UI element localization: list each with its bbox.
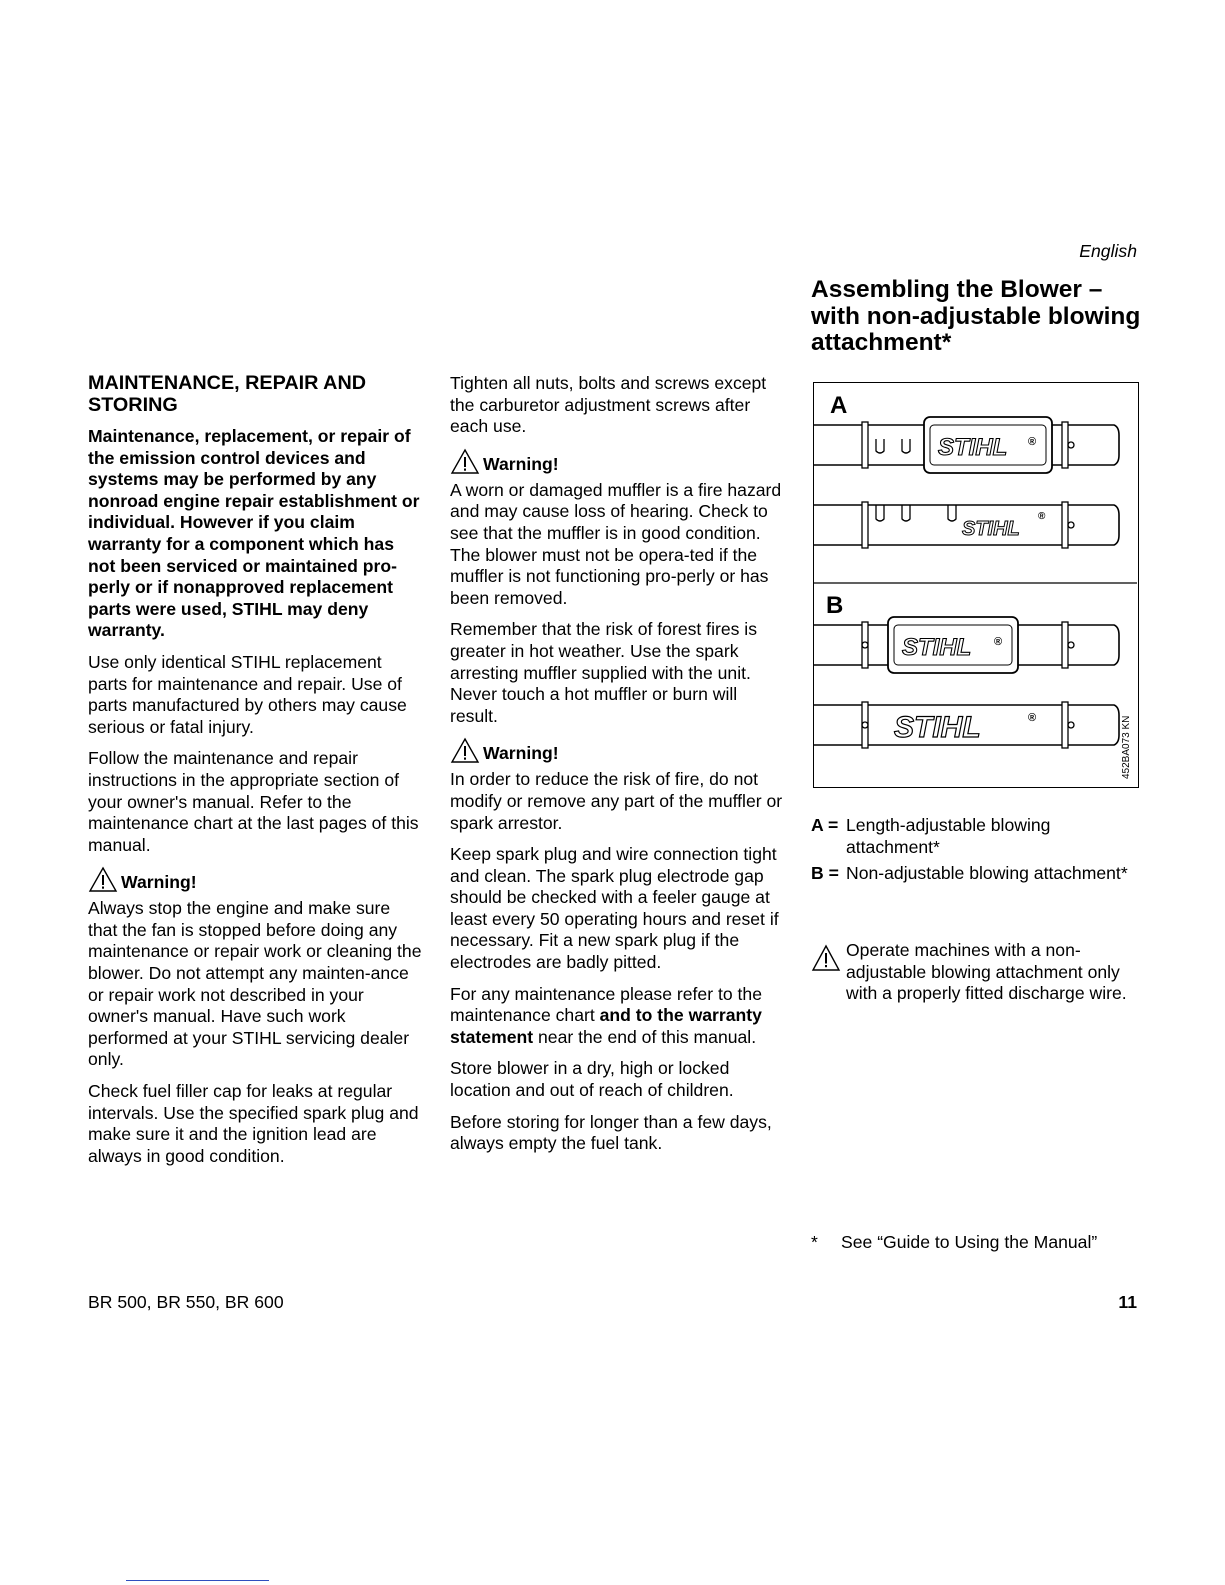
emission-warranty-paragraph: Maintenance, replacement, or repair of the emission control devices and systems may be performed by any nonroad engine repair establishment or individual. However if you claim warranty for a component which has not been serviced or maintained pro-perly or if nonapproved replacement parts were used, STIHL may deny warranty. — [88, 426, 420, 641]
muffler-column — [450, 373, 785, 1155]
fuel-cap-paragraph: Check fuel filler cap for leaks at regular intervals. Use the specified spark plug and make sure it and the ignition lead are always in good condition. — [88, 1081, 419, 1166]
warning-text: Always stop the engine and make sure that the fan is stopped before doing any maintenance or repair work or cleaning the blower. Do not attempt any mainten-ance or repair work not described in your owner's manual. Have such work performed at your STIHL servicing dealer only. — [88, 898, 422, 1070]
spark-plug-paragraph: Keep spark plug and wire connection tight and clean. The spark plug electrode gap should be checked with a feeler gauge at least every 50 operating hours and reset if necessary. Fit a new spark plug if the electrodes are badly pitted. — [450, 844, 779, 973]
warning-triangle-icon — [450, 737, 480, 764]
discharge-wire-text: Operate machines with a non-adjustable blowing attachment only with a properly fitted discharge wire. — [846, 940, 1127, 1004]
svg-text:®: ® — [1028, 436, 1037, 448]
discharge-wire-note — [811, 940, 1141, 1005]
attachment-b-coupled-tube — [814, 617, 1119, 673]
svg-text:®: ® — [994, 636, 1003, 648]
warning-label: Warning! — [483, 743, 559, 764]
legend-item-b: B = Non-adjustable blowing attachment* — [811, 863, 1128, 884]
warning-triangle-icon — [450, 448, 480, 475]
warning-label: Warning! — [121, 872, 197, 893]
figure-code: 452BA073 KN — [1121, 715, 1132, 779]
empty-fuel-paragraph: Before storing for longer than a few days, always empty the fuel tank. — [450, 1111, 772, 1154]
link-underline — [126, 1580, 269, 1581]
follow-instructions-paragraph: Follow the maintenance and repair instructions in the appropriate section of your owner's manual. Refer to the maintenance chart at the last pages of this manual. — [88, 748, 419, 855]
section-a-label: A — [830, 392, 848, 419]
maintenance-column — [88, 372, 423, 1167]
blowing-attachment-diagram — [814, 383, 1137, 786]
attachment-b-single-tube — [814, 702, 1119, 748]
warning-label: Warning! — [483, 453, 559, 474]
tighten-paragraph: Tighten all nuts, bolts and screws except the carburetor adjustment screws after each use. — [450, 373, 767, 437]
replacement-parts-paragraph: Use only identical STIHL replacement parts for maintenance and repair. Use of parts manufactured by others may cause serious or fatal injury. — [88, 651, 407, 737]
svg-text:®: ® — [1028, 712, 1037, 724]
stihl-logo: STIHL — [902, 634, 972, 661]
stihl-logo: STIHL — [894, 711, 981, 744]
forest-fire-paragraph: Remember that the risk of forest fires is greater in hot weather. Use the spark arresting muffler supplied with the unit. Never touch a hot muffler or burn will result. — [450, 619, 758, 726]
footnote: * See “Guide to Using the Manual” — [811, 1232, 1098, 1252]
warning-heading — [88, 866, 423, 893]
fire-risk-warning-text: In order to reduce the risk of fire, do not modify or remove any part of the muffler or spark arrestor. — [450, 769, 783, 833]
stihl-logo: STIHL — [962, 518, 1020, 540]
warning-triangle-icon — [88, 866, 118, 893]
assembling-heading: Assembling the Blower – with non-adjustable blowing attachment* — [811, 276, 1141, 356]
section-b-label: B — [826, 592, 844, 619]
svg-text:®: ® — [1038, 511, 1046, 522]
muffler-warning-text: A worn or damaged muffler is a fire hazard and may cause loss of hearing. Check to see that the muffler is in good condition. The blower must not be opera-ted if the muffler is not functioning pro-perly or has been removed. — [450, 479, 782, 608]
maintenance-heading: MAINTENANCE, REPAIR AND STORING — [88, 372, 367, 416]
blowing-attachment-figure — [813, 382, 1139, 788]
store-blower-paragraph: Store blower in a dry, high or locked location and out of reach of children. — [450, 1058, 734, 1101]
stihl-logo: STIHL — [938, 434, 1008, 461]
language-label: English — [1079, 241, 1137, 261]
legend-item-a: A = Length-adjustable blowing attachment* — [811, 815, 1051, 857]
warning-triangle-icon — [811, 944, 841, 974]
attachment-a-long-tube — [814, 417, 1119, 473]
attachment-a-short-tube — [814, 502, 1119, 548]
warning-heading — [450, 448, 785, 475]
figure-legend — [811, 815, 1141, 885]
model-footer: BR 500, BR 550, BR 600 — [88, 1292, 284, 1312]
page-number: 11 — [1118, 1292, 1137, 1312]
warning-heading — [450, 737, 785, 764]
maintenance-chart-paragraph: For any maintenance please refer to the maintenance chart and to the warranty statement near the end of this manual. — [450, 983, 762, 1047]
